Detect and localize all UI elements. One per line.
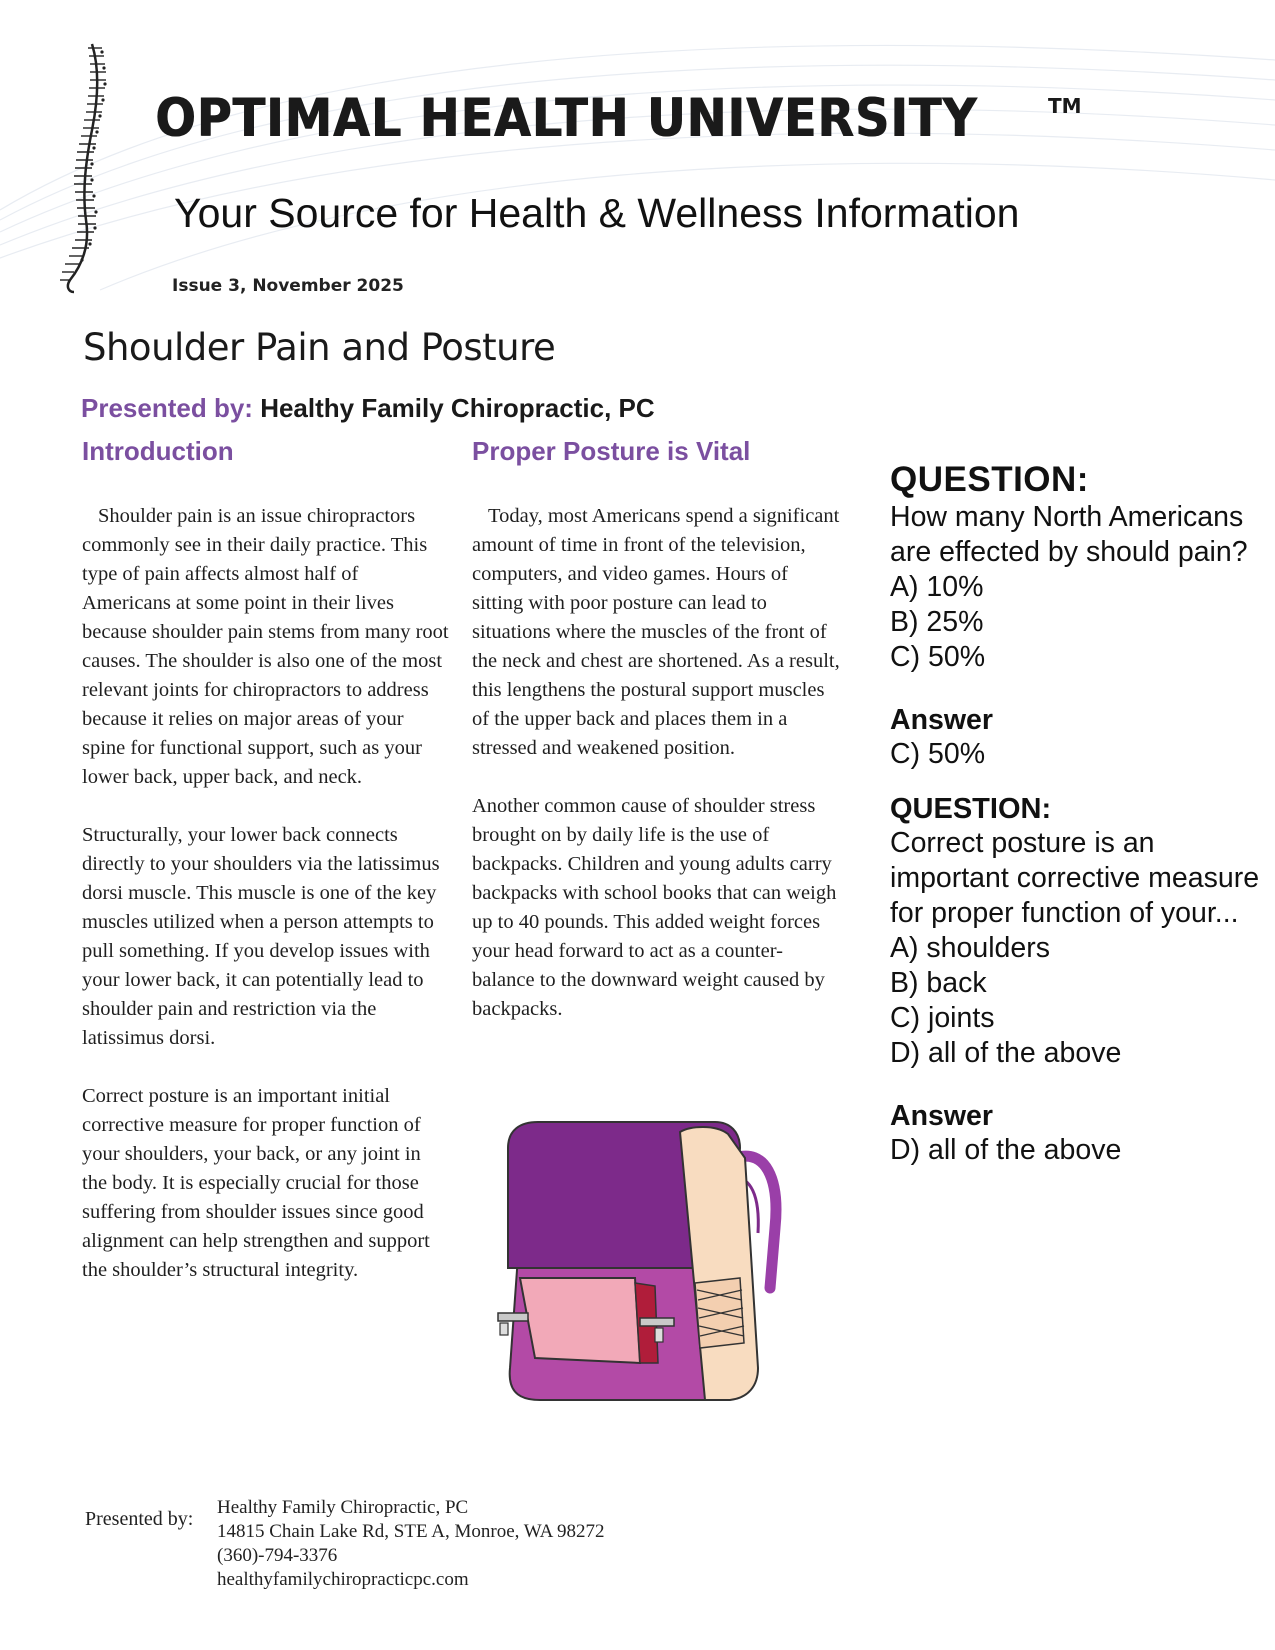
backpack-illustration <box>490 1118 825 1408</box>
question-1-heading: QUESTION: <box>890 460 1089 499</box>
question-2-option: B) back <box>890 967 987 999</box>
answer-2-text: D) all of the above <box>890 1134 1122 1166</box>
question-1-text: How many North Americans are effected by should pain? <box>890 501 1248 568</box>
header-swoosh-decoration <box>0 0 1275 300</box>
quiz-sidebar <box>890 460 1260 1168</box>
tagline: Your Source for Health & Wellness Information <box>174 190 1020 236</box>
masthead-title: OPTIMAL HEALTH UNIVERSITY <box>155 88 978 149</box>
intro-paragraph-3: Correct posture is an important initial corrective measure for proper function of your shoulders, your back, or any joint in the body. It is especially crucial for those suffering from shoulder issues since good alignment can help strengthen and support the shoulder’s structural integrity. <box>82 1085 430 1281</box>
introduction-column <box>82 502 450 1314</box>
question-2-text: Correct posture is an important corrective measure for proper function of your... <box>890 827 1260 929</box>
answer-2-heading: Answer <box>890 1100 993 1132</box>
presented-by-org: Healthy Family Chiropractic, PC <box>260 393 655 423</box>
posture-paragraph-2: Another common cause of shoulder stress brought on by daily life is the use of backpacks. Children and young adults carry backpacks with school books that can weigh up to 40 pounds. This added weight forces your head forward to act as a counter-balance to the downward weight caused by backpacks. <box>472 795 837 1020</box>
question-1-option: B) 25% <box>890 606 984 638</box>
presented-by-line <box>81 393 655 424</box>
trademark-symbol: TM <box>1048 94 1082 118</box>
footer-phone: (360)-794-3376 <box>217 1545 338 1566</box>
question-2-option: D) all of the above <box>890 1037 1122 1069</box>
question-1-option: C) 50% <box>890 641 986 673</box>
question-2-option: A) shoulders <box>890 932 1050 964</box>
footer-contact-block <box>217 1496 605 1592</box>
footer-presented-label: Presented by: <box>85 1508 194 1530</box>
question-2-heading: QUESTION: <box>890 793 1052 825</box>
spine-illustration <box>52 40 114 296</box>
posture-column <box>472 502 840 1053</box>
article-title: Shoulder Pain and Posture <box>83 326 556 369</box>
issue-date: Issue 3, November 2025 <box>172 276 404 296</box>
footer-website[interactable]: healthyfamilychiropracticpc.com <box>217 1569 469 1590</box>
introduction-heading: Introduction <box>82 436 234 466</box>
answer-1-text: C) 50% <box>890 738 986 770</box>
footer-name: Healthy Family Chiropractic, PC <box>217 1497 469 1518</box>
presented-by-label: Presented by: <box>81 393 253 423</box>
answer-1-heading: Answer <box>890 704 993 736</box>
posture-paragraph-1: Today, most Americans spend a significant amount of time in front of the television, computers, and video games. Hours of sitting with poor posture can lead to situations where the muscles of the front of the neck and chest are shortened. As a result, this lengthens the postural support muscles of the upper back and places them in a stressed and weakened position. <box>472 505 840 759</box>
posture-heading: Proper Posture is Vital <box>472 436 751 466</box>
question-2-option: C) joints <box>890 1002 995 1034</box>
intro-paragraph-1: Shoulder pain is an issue chiropractors commonly see in their daily practice. This type of pain affects almost half of Americans at some point in their lives because shoulder pain stems from many root causes. The shoulder is also one of the most relevant joints for chiropractors to address because it relies on major areas of your spine for functional support, such as your lower back, upper back, and neck. <box>82 505 449 788</box>
intro-paragraph-2: Structurally, your lower back connects directly to your shoulders via the latissimus dorsi muscle. This muscle is one of the key muscles utilized when a person attempts to pull something. If you develop issues with your lower back, it can potentially lead to shoulder pain and restriction via the latissimus dorsi. <box>82 824 440 1049</box>
question-1-option: A) 10% <box>890 571 984 603</box>
footer-address: 14815 Chain Lake Rd, STE A, Monroe, WA 98272 <box>217 1521 605 1542</box>
